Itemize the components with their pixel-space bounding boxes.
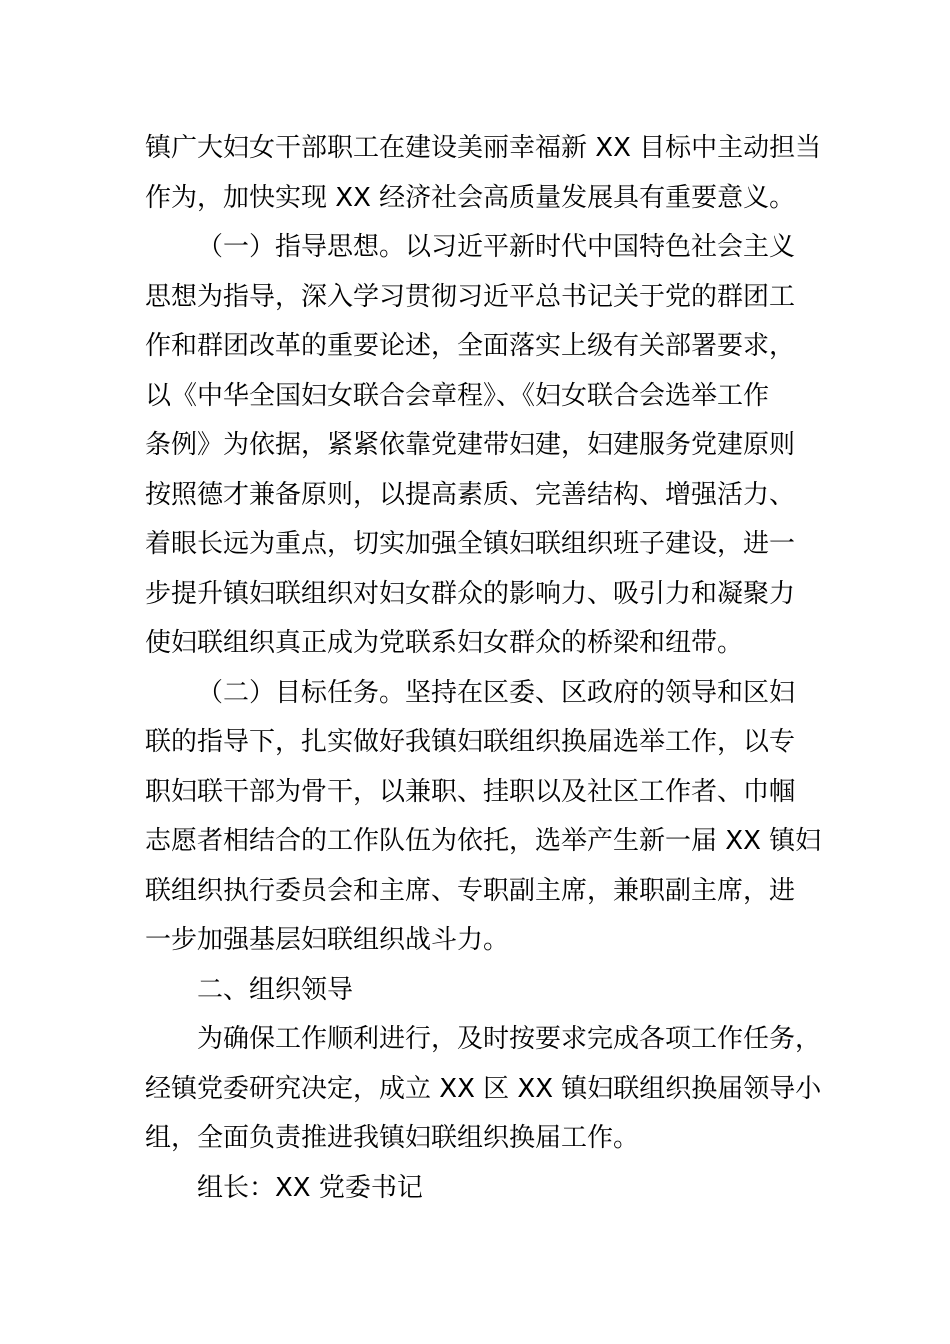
text-line: 以《中华全国妇女联合会章程》、《妇女联合会选举工作 [145,380,770,411]
text-line: 思想为指导，深入学习贯彻习近平总书记关于党的群团工 [145,281,796,312]
text-line: 联组织执行委员会和主席、专职副主席，兼职副主席，进 [145,875,796,906]
text-line: 经镇党委研究决定，成立 XX 区 XX 镇妇联组织换届领导小 [145,1073,822,1104]
text-line: 镇广大妇女干部职工在建设美丽幸福新 XX 目标中主动担当 [145,133,822,163]
text-line: 组长：XX 党委书记 [197,1172,423,1203]
text-line: 一步加强基层妇联组织战斗力。 [145,925,510,955]
text-line: 职妇联干部为骨干，以兼职、挂职以及社区工作者、巾帼 [145,776,796,807]
text-line: 联的指导下，扎实做好我镇妇联组织换届选举工作，以专 [145,727,796,757]
text-line: 使妇联组织真正成为党联系妇女群众的桥梁和纽带。 [145,628,744,658]
text-line: 志愿者相结合的工作队伍为依托，选举产生新一届 XX 镇妇 [145,826,822,856]
text-line: 作和群团改革的重要论述，全面落实上级有关部署要求， [145,331,796,361]
text-line: （一）指导思想。以习近平新时代中国特色社会主义 [197,232,796,262]
text-line: 为确保工作顺利进行，及时按要求完成各项工作任务， [197,1024,822,1054]
text-line: 步提升镇妇联组织对妇女群众的影响力、吸引力和凝聚力 [145,578,796,609]
text-line: 着眼长远为重点，切实加强全镇妇联组织班子建设，进一 [145,529,796,559]
section-heading: 二、组织领导 [197,974,354,1005]
text-line: （二）目标任务。坚持在区委、区政府的领导和区妇 [197,677,796,708]
text-line: 按照德才兼备原则，以提高素质、完善结构、增强活力、 [145,479,796,510]
text-line: 作为，加快实现 XX 经济社会高质量发展具有重要意义。 [145,182,796,213]
text-line: 条例》为依据，紧紧依靠党建带妇建，妇建服务党建原则 [145,430,796,460]
document-body [145,124,835,1213]
text-line: 组，全面负责推进我镇妇联组织换届工作。 [145,1123,640,1153]
